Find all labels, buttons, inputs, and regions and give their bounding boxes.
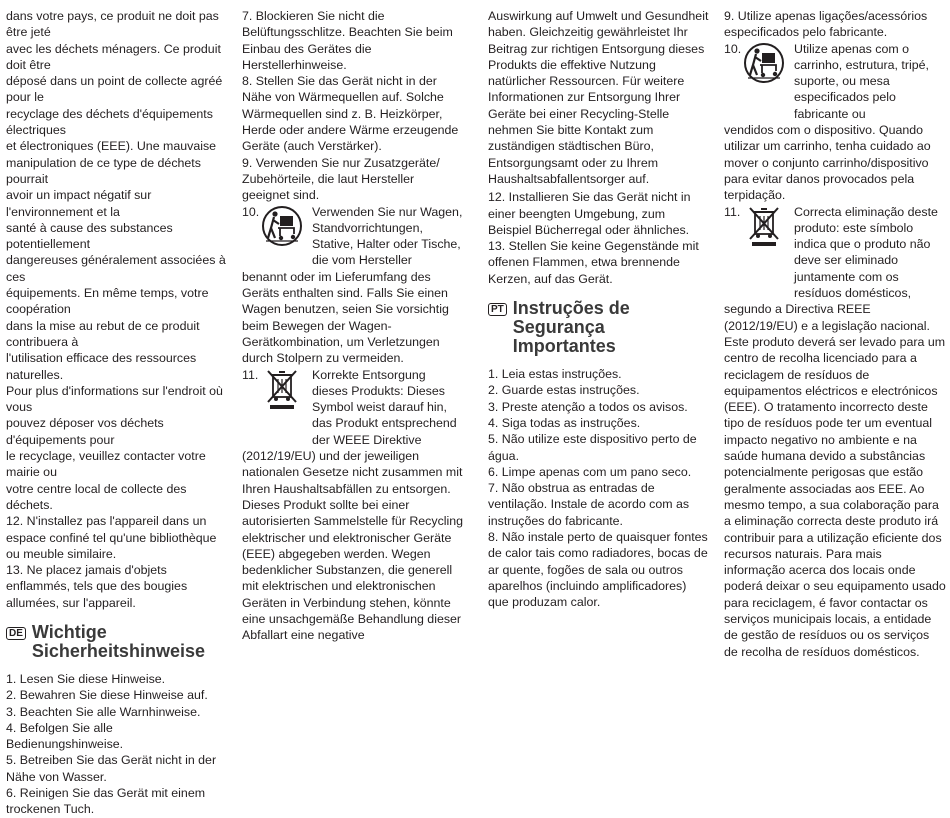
list-item: 4. Befolgen Sie alle Bedienungshinweise.	[6, 720, 124, 752]
list-item: 5. Não utilize este dispositivo perto de água.	[488, 432, 697, 463]
text-line: avoir un impact négatif sur l'environnement et la	[6, 188, 152, 219]
text-line: équipements. En même temps, votre coopération	[6, 286, 209, 317]
item-number: 11.	[724, 204, 741, 219]
text-line: manipulation de ce type de déchets pourrait	[6, 155, 201, 186]
de-item-11	[242, 367, 464, 448]
de-item-13: 13. Stellen Sie keine Gegenstände mit offenen Flammen, etwa brennende Kerzen, auf das Gerät.	[488, 239, 699, 286]
item-side-text: Utilize apenas com o carrinho, estrutura, tripé, suporte, ou mesa especificados pelo fabricante ou	[794, 41, 929, 121]
item-side-text: Korrekte Entsorgung dieses Produkts: Dieses Symbol weist darauf hin, das Produkt entsprechend der WEEE Direktive	[312, 367, 457, 447]
de-heading-line: Wichtige	[31, 621, 107, 642]
text-line: santé à cause des substances potentiellement	[6, 220, 173, 252]
pt-heading-line: Importantes	[512, 336, 616, 357]
text-line: dans la mise au rebut de ce produit contribuera à	[6, 318, 200, 349]
column-german	[242, 8, 464, 644]
pt-item-9: 9. Utilize apenas ligações/acessórios especificados pelo fabricante.	[724, 9, 928, 40]
list-item: 2. Bewahren Sie diese Hinweise auf.	[6, 688, 208, 703]
pt-item-11-continued: segundo a Directiva REEE (2012/19/EU) e a legislação nacional. Este produto deverá ser levado para um centro de recolha licenciado para a reciclagem de resíduos de equipamentos eléctricos e electrónicos (EEE). O tratamento incorrecto deste tipo de resíduos pode ter um eventual impacto negativo no ambiente e na saúde humana devido a substâncias potencialmente perigosas que estão geralmente associadas aos EEE. Ao mesmo tempo, a sua colaboração para a eliminação correcta deste produto irá contribuir para a utilização eficiente dos recursos naturais. Para mais informação acerca dos locais onde poderá deixar o seu equipamento usado para reciclagem, é favor contactar os serviços municipais locais, a entidade de gestão de resíduos ou os serviços de recolha de resíduos domésticos.	[724, 302, 946, 659]
weee-crossed-bin-icon	[742, 204, 788, 250]
list-item: 5. Betreiben Sie das Gerät nicht in der Nähe von Wasser.	[6, 753, 217, 784]
item-number: 10.	[724, 41, 742, 56]
de-section-heading	[6, 623, 228, 661]
pt-instructions-list	[488, 366, 710, 610]
item-number: 10.	[242, 204, 260, 219]
text-line: Pour plus d'informations sur l'endroit où vous	[6, 383, 223, 415]
de-heading-line: Sicherheitshinweise	[31, 640, 205, 661]
fr-item-13: 13. Ne placez jamais d'objets enflammés, tels que des bougies allumées, sur l'appareil.	[6, 563, 188, 610]
list-item: 1. Leia estas instruções.	[488, 367, 622, 382]
pt-item-10	[724, 41, 946, 122]
pt-item-10-continued: vendidos com o dispositivo. Quando utilizar um carrinho, tenha cuidado ao mover o conjunto carrinho/dispositivo para evitar danos provocados pela terpidação.	[724, 123, 931, 203]
column-french-german	[6, 8, 228, 818]
pt-heading-line: Segurança	[512, 317, 605, 338]
text-line: dangereuses généralement associées à ces	[6, 253, 226, 284]
de-disposal-continued: Auswirkung auf Umwelt und Gesundheit haben. Gleichzeitig gewährleistet Ihr Beitrag zur richtigen Entsorgung dieses Produkts die effektive Nutzung natürlicher Ressourcen. Für weitere Informationen zur Entsorgung Ihrer Geräte bei einer Recycling-Stelle nehmen Sie bitte Kontakt zum zuständigen städtischen Büro, Entsorgungsamt oder zu Ihrem Haushaltsabfallentsorger auf.	[488, 9, 709, 186]
pt-heading-title	[513, 299, 630, 356]
list-item: 3. Preste atenção a todos os avisos.	[488, 399, 688, 414]
de-item-10	[242, 204, 464, 269]
list-item: 6. Limpe apenas com um pano seco.	[488, 464, 692, 479]
text-line: et électroniques (EEE). Une mauvaise	[6, 139, 217, 154]
list-item: 8. Não instale perto de quaisquer fontes de calor tais como radiadores, bocas de ar quente, fogões de sala ou outros aparelhos (incluindo amplificadores) que produzam calor.	[488, 530, 708, 610]
list-item: 2. Guarde estas instruções.	[488, 383, 640, 398]
text-line: pouvez déposer vos déchets d'équipements pour	[6, 416, 164, 447]
de-item-8: 8. Stellen Sie das Gerät nicht in der Nähe von Wärmequellen auf. Solche Wärmequellen sind z. B. Heizkörper, Herde oder andere Wärme erzeugende Geräte (auch Verstärker).	[242, 74, 459, 154]
list-item: 1. Lesen Sie diese Hinweise.	[6, 671, 166, 686]
text-line: avec les déchets ménagers. Ce produit doit être	[6, 41, 221, 72]
de-item-7: 7. Blockieren Sie nicht die Belüftungsschlitze. Beachten Sie beim Einbau des Gerätes die Herstellerhinweise.	[242, 9, 453, 72]
pt-section-heading	[488, 299, 710, 356]
de-instructions-list	[6, 671, 228, 818]
text-line: recyclage des déchets d'équipements électriques	[6, 106, 213, 138]
language-badge-de: DE	[6, 627, 26, 640]
de-item-12: 12. Installieren Sie das Gerät nicht in einer beengten Umgebung, zum Beispiel Bücherregal oder ähnliches.	[488, 190, 691, 237]
text-line: déposé dans un point de collecte agréé pour le	[6, 74, 223, 105]
column-german-portuguese	[488, 8, 710, 611]
cart-warning-icon	[260, 204, 306, 250]
de-disposal-paragraph: Dieses Produkt sollte bei einer autorisierten Sammelstelle für Recycling elektrischer und elektronischer Geräte (EEE) abgegeben werden. Wegen bedenklicher Substanzen, die generell mit elektrischen und elektronischen Geräten in Verbindung stehen, könnte eine unsachgemäße Behandlung dieser Abfallart eine negative	[242, 497, 464, 643]
pt-item-11	[724, 204, 946, 302]
item-side-text: Correcta eliminação deste produto: este símbolo indica que o produto não deve ser eliminado juntamente com os resíduos domésticos,	[794, 204, 938, 301]
de-item-9: 9. Verwenden Sie nur Zusatzgeräte/ Zubehörteile, die laut Hersteller geeignet sind.	[242, 155, 440, 203]
fr-item-12: 12. N'installez pas l'appareil dans un espace confiné tel qu'une bibliothèque ou meuble similaire.	[6, 514, 217, 561]
text-line: dans votre pays, ce produit ne doit pas être jeté	[6, 9, 219, 40]
weee-crossed-bin-icon	[260, 367, 306, 413]
text-line: l'utilisation efficace des ressources naturelles.	[6, 351, 197, 382]
list-item: 7. Não obstrua as entradas de ventilação. Instale de acordo com as instruções do fabricante.	[488, 481, 690, 528]
text-line: votre centre local de collecte des déchets.	[6, 481, 187, 512]
item-number: 11.	[242, 367, 259, 382]
de-heading-title	[32, 623, 205, 661]
de-item-10-continued: benannt oder im Lieferumfang des Geräts enthalten sind. Falls Sie einen Wagen benutzen, seien Sie vorsichtig beim Bewegen der Wagen-Gerätkombination, um Verletzungen durch Stolpern zu vermeiden.	[242, 269, 449, 366]
list-item: 3. Beachten Sie alle Warnhinweise.	[6, 704, 201, 719]
list-item: 6. Reinigen Sie das Gerät mit einem trockenen Tuch.	[6, 786, 206, 817]
fr-disposal-paragraph	[6, 8, 228, 513]
list-item: 4. Siga todas as instruções.	[488, 415, 641, 430]
cart-warning-icon	[742, 41, 788, 87]
pt-heading-line: Instruções de	[512, 298, 630, 319]
item-side-text: Verwenden Sie nur Wagen, Standvorrichtungen, Stative, Halter oder Tische, die vom Hersteller	[312, 204, 463, 268]
de-item-11-continued: (2012/19/EU) und der jeweiligen nationalen Gesetze nicht zusammen mit Ihren Haushaltsabfällen zu entsorgen.	[242, 449, 463, 496]
column-portuguese	[724, 8, 946, 660]
text-line: le recyclage, veuillez contacter votre mairie ou	[6, 449, 206, 480]
language-badge-pt: PT	[488, 303, 507, 316]
